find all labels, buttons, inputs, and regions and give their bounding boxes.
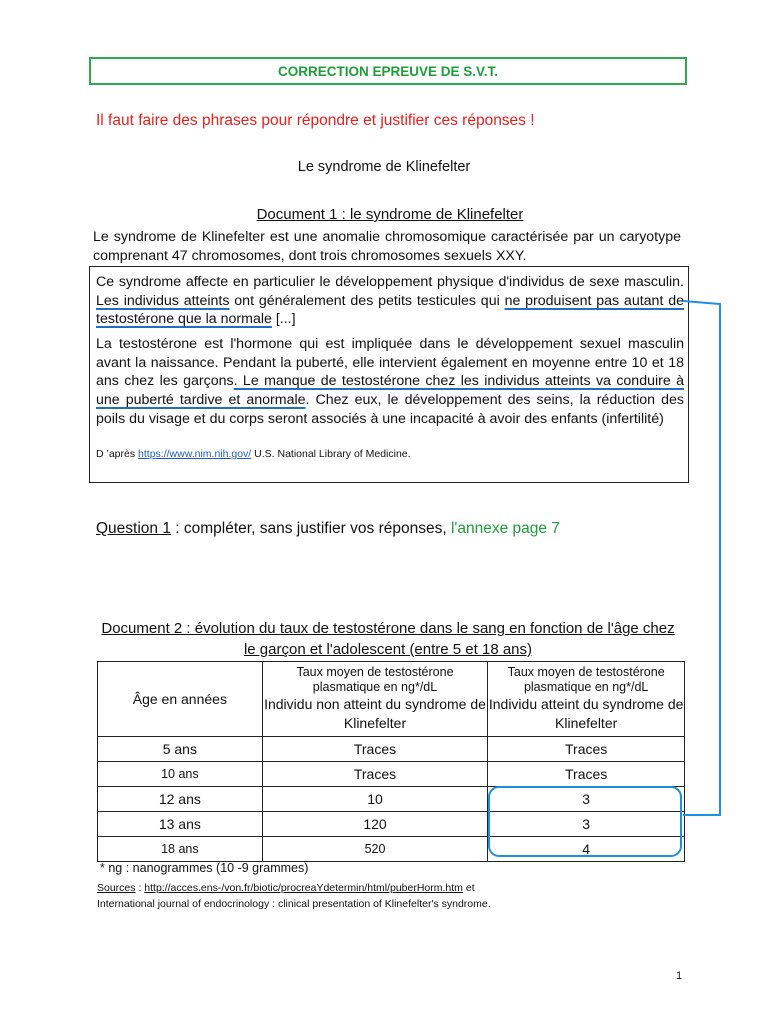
para1-underlined-affected: Les individus atteints: [96, 292, 230, 309]
sources-line-2: International journal of endocrinology : clinical presentation of Klinefelter's syndrome.: [97, 898, 491, 910]
cell-normal: 120: [262, 812, 488, 837]
instruction-text: Il faut faire des phrases pour répondre et justifier ces réponses !: [96, 112, 535, 129]
page-number: 1: [676, 970, 683, 982]
sources-url[interactable]: http://acces.ens-/von.fr/biotic/procreaYdetermin/html/puberHorm.htm: [144, 882, 463, 894]
cell-age: 18 ans: [98, 837, 263, 862]
para1-text-a: Ce syndrome affecte en particulier le développement physique d'individus de sexe masculin.: [96, 274, 684, 290]
header-normal-unit: Taux moyen de testostérone plasmatique en ng*/dL: [296, 665, 454, 694]
cell-normal: Traces: [262, 762, 488, 787]
source-link[interactable]: https://www.nim.nih.gov/: [138, 448, 252, 460]
para2-text-a: La testostérone est l'hormone qui est impliquée dans le développement sexuel masculin avant la naissance. Pendant la puberté, elle intervient également en moyenne entre 10 et 18 ans chez les garçons: [96, 336, 684, 390]
header-age: Âge en années: [98, 662, 263, 737]
cell-normal: 520: [262, 837, 488, 862]
sources-separator: :: [135, 882, 145, 894]
cell-affected: Traces: [488, 762, 685, 787]
para2-text-c: . Chez eux, le développement des seins, la réduction des poils du visage et du corps seront associés à une incapacité à avoir des enfants (infertilité): [96, 392, 684, 427]
question-1-label: Question 1: [96, 520, 171, 537]
cell-affected: Traces: [488, 737, 685, 762]
header-normal-label: Individu non atteint du syndrome de Klinefelter: [264, 696, 486, 731]
cell-age: 12 ans: [98, 787, 263, 812]
cell-age: 13 ans: [98, 812, 263, 837]
cell-affected: 4: [488, 837, 685, 862]
header-affected-label: Individu atteint du syndrome de Klinefelter: [488, 696, 684, 731]
cell-affected: 3: [488, 787, 685, 812]
para1-underlined-testosterone: ne produisent pas autant de testostérone que la normale: [96, 292, 684, 328]
para1-text-e: [...]: [271, 311, 296, 328]
annotation-highlight-box: [489, 787, 681, 856]
table-footnote: * ng : nanogrammes (10 -9 grammes): [100, 861, 309, 875]
page-title: Le syndrome de Klinefelter: [297, 159, 471, 175]
document1-title: Document 1 : le syndrome de Klinefelter: [256, 206, 524, 223]
question-1-annex-ref: l'annexe page 7: [450, 520, 560, 537]
source-prefix: D ’après: [96, 448, 139, 460]
sources-label: Sources: [97, 882, 136, 894]
question-1-text: : compléter, sans justifier vos réponses,: [170, 520, 451, 537]
document2-title: Document 2 : évolution du taux de testostérone dans le sang en fonction de l'âge chez le garçon et l'adolescent (entre 5 et 18 ans): [101, 620, 675, 658]
para1-text-c: ont généralement des petits testicules qui: [229, 292, 505, 309]
header-affected-unit: Taux moyen de testostérone plasmatique en ng*/dL: [507, 665, 665, 694]
source-suffix: U.S. National Library of Medicine.: [251, 448, 411, 460]
document1-intro: Le syndrome de Klinefelter est une anomalie chromosomique caractérisée par un caryotype comprenant 47 chromosomes, dont trois chromosomes sexuels XXY.: [93, 229, 681, 264]
para2-underlined-lack: . Le manque de testostérone chez les individus atteints va conduire à une puberté tardive et anormale: [96, 373, 685, 409]
cell-normal: Traces: [262, 737, 488, 762]
sources-and: et: [462, 882, 475, 894]
cell-affected: 3: [488, 812, 685, 837]
cell-normal: 10: [262, 787, 488, 812]
annotation-bracket-line: [683, 301, 720, 815]
cell-age: 10 ans: [98, 762, 263, 787]
correction-title: CORRECTION EPREUVE DE S.V.T.: [277, 63, 499, 79]
cell-age: 5 ans: [98, 737, 263, 762]
